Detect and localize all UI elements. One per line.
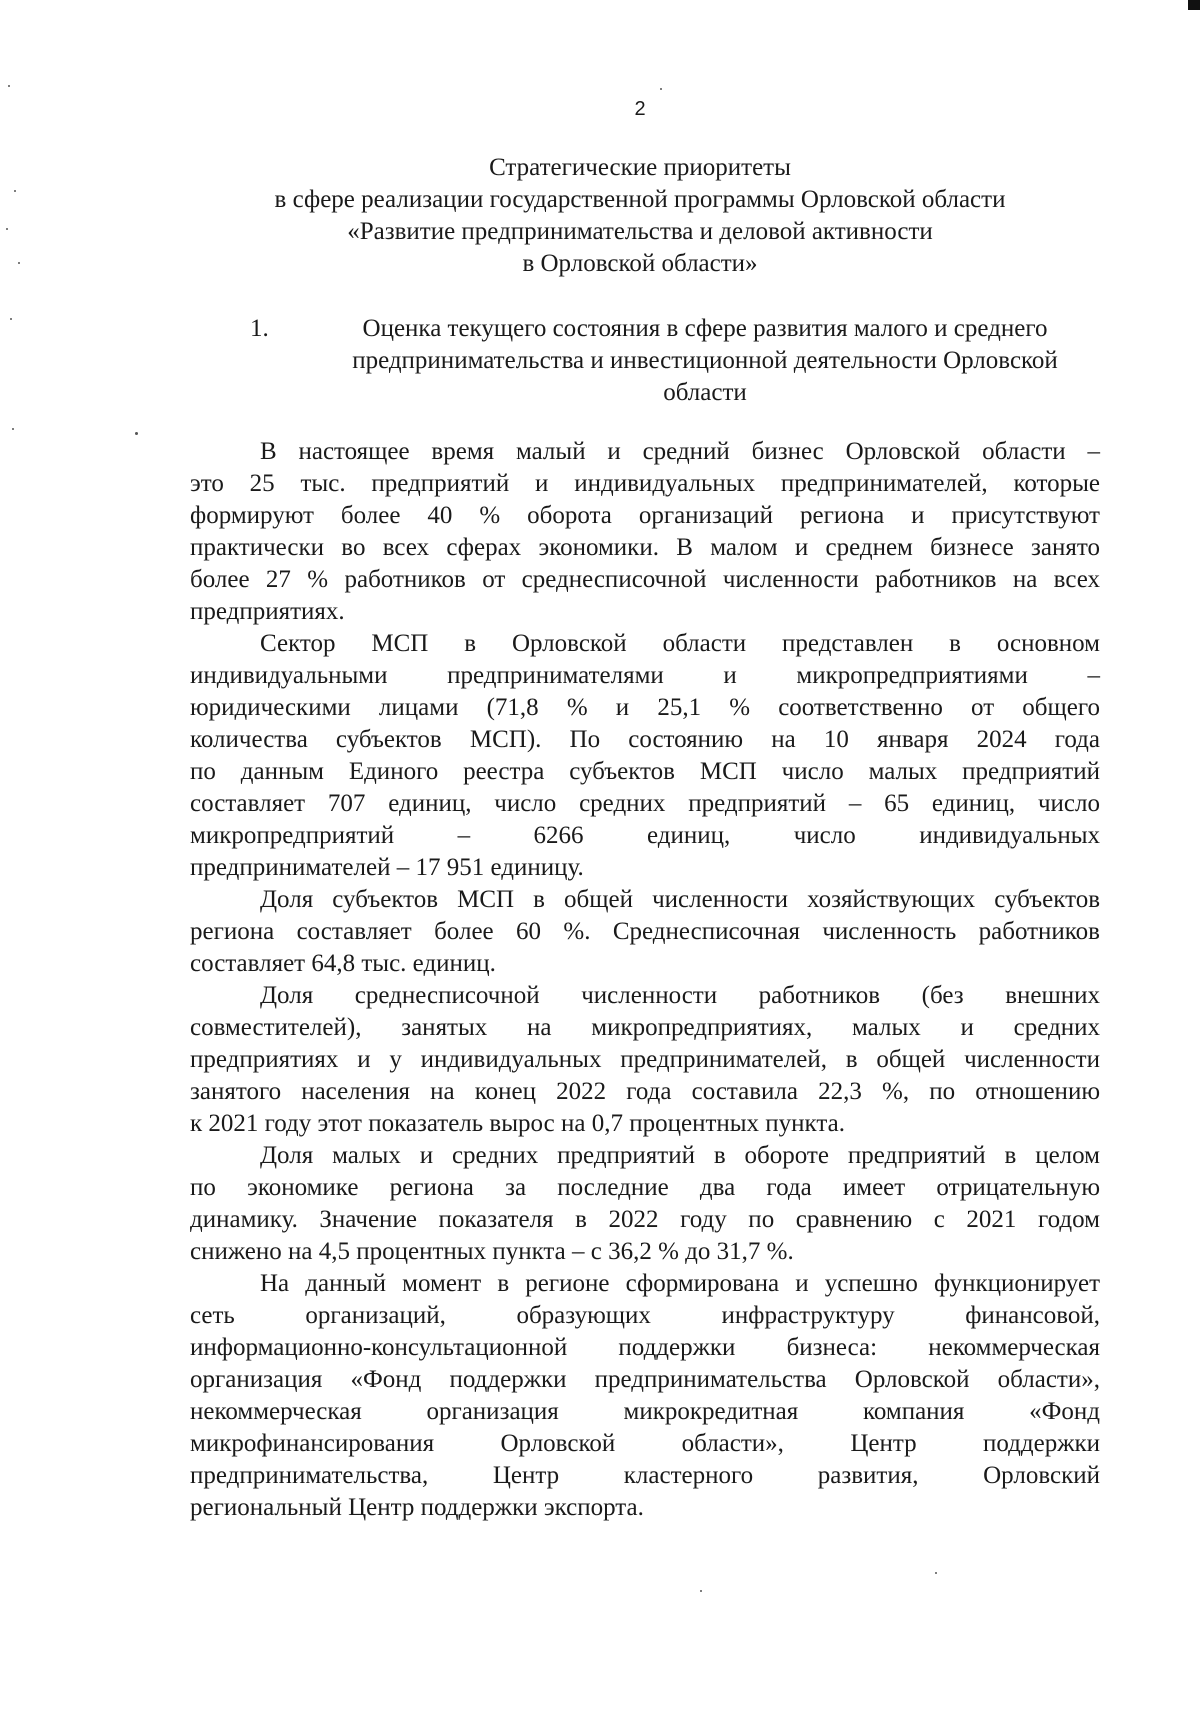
- paragraph-line: информационно-консультационной поддержки бизнеса: некоммерческая: [190, 1334, 1100, 1361]
- paragraph-line: Доля малых и средних предприятий в обороте предприятий в целом: [260, 1142, 1100, 1169]
- paragraph: [190, 980, 1100, 1140]
- scan-speck: [18, 262, 20, 264]
- scan-speck: [660, 88, 662, 90]
- paragraph-line: В настоящее время малый и средний бизнес Орловской области –: [260, 438, 1100, 465]
- scan-corner-mark: [1188, 0, 1200, 10]
- section-title-line: Оценка текущего состояния в сфере развития малого и среднего: [362, 315, 1048, 342]
- paragraph-line: юридическими лицами (71,8 % и 25,1 % соответственно от общего: [190, 694, 1100, 721]
- paragraph-line: микропредприятий – 6266 единиц, число индивидуальных: [190, 822, 1100, 849]
- paragraph: [190, 1268, 1100, 1524]
- paragraph-line: динамику. Значение показателя в 2022 году по сравнению с 2021 годом: [190, 1206, 1100, 1233]
- body-text: [190, 436, 1100, 1524]
- paragraph-line: составляет 707 единиц, число средних предприятий – 65 единиц, число: [190, 790, 1100, 817]
- paragraph-line: предприятиях и у индивидуальных предпринимателей, в общей численности: [190, 1046, 1100, 1073]
- paragraph-line: предприятиях.: [190, 598, 345, 625]
- scan-speck: [14, 190, 16, 192]
- paragraph-line: региона составляет более 60 %. Среднесписочная численность работников: [190, 918, 1100, 945]
- paragraph: [190, 884, 1100, 980]
- paragraph-line: сеть организаций, образующих инфраструктуру финансовой,: [190, 1302, 1100, 1329]
- paragraph-line: предпринимателей – 17 951 единицу.: [190, 854, 584, 881]
- paragraph-line: микрофинансирования Орловской области», Центр поддержки: [190, 1430, 1100, 1457]
- paragraph-line: совместителей), занятых на микропредприятиях, малых и средних: [190, 1014, 1100, 1041]
- scan-speck: [700, 1590, 702, 1592]
- paragraph-line: формируют более 40 % оборота организаций региона и присутствуют: [190, 502, 1100, 529]
- section-title-line: области: [663, 379, 747, 406]
- paragraph-line: к 2021 году этот показатель вырос на 0,7 процентных пункта.: [190, 1110, 845, 1137]
- paragraph-line: региональный Центр поддержки экспорта.: [190, 1494, 644, 1521]
- paragraph-line: Сектор МСП в Орловской области представлен в основном: [260, 630, 1100, 657]
- paragraph-line: более 27 % работников от среднесписочной численности работников на всех: [190, 566, 1100, 593]
- paragraph: [190, 436, 1100, 628]
- paragraph-line: организация «Фонд поддержки предпринимательства Орловской области»,: [190, 1366, 1100, 1393]
- scan-speck: [10, 318, 12, 320]
- scan-speck: [12, 428, 14, 430]
- paragraph-line: по данным Единого реестра субъектов МСП число малых предприятий: [190, 758, 1100, 785]
- paragraph-line: На данный момент в регионе сформирована и успешно функционирует: [260, 1270, 1100, 1297]
- section-title-line: предпринимательства и инвестиционной деятельности Орловской: [352, 347, 1058, 374]
- title-line: «Развитие предпринимательства и деловой активности: [347, 218, 933, 245]
- paragraph-line: Доля субъектов МСП в общей численности хозяйствующих субъектов: [260, 886, 1100, 913]
- title-line: Стратегические приоритеты: [489, 154, 791, 181]
- document-title: [190, 152, 1090, 280]
- paragraph-line: Доля среднесписочной численности работников (без внешних: [260, 982, 1100, 1009]
- scan-speck: [135, 432, 138, 435]
- page-number: 2: [634, 98, 646, 120]
- title-line: в Орловской области»: [522, 250, 758, 277]
- paragraph-line: практически во всех сферах экономики. В малом и среднем бизнесе занято: [190, 534, 1100, 561]
- paragraph: [190, 1140, 1100, 1268]
- paragraph-line: предпринимательства, Центр кластерного развития, Орловский: [190, 1462, 1100, 1489]
- paragraph-line: по экономике региона за последние два года имеет отрицательную: [190, 1174, 1100, 1201]
- paragraph-line: занятого населения на конец 2022 года составила 22,3 %, по отношению: [190, 1078, 1100, 1105]
- scan-speck: [8, 85, 10, 87]
- paragraph-line: индивидуальными предпринимателями и микропредприятиями –: [190, 662, 1100, 689]
- paragraph-line: некоммерческая организация микрокредитная компания «Фонд: [190, 1398, 1100, 1425]
- paragraph-line: составляет 64,8 тыс. единиц.: [190, 950, 496, 977]
- paragraph: [190, 628, 1100, 884]
- paragraph-line: количества субъектов МСП). По состоянию на 10 января 2024 года: [190, 726, 1100, 753]
- scan-speck: [6, 228, 8, 230]
- section-number: 1.: [250, 315, 269, 342]
- title-line: в сфере реализации государственной программы Орловской области: [274, 186, 1006, 213]
- paragraph-line: это 25 тыс. предприятий и индивидуальных предпринимателей, которые: [190, 470, 1100, 497]
- paragraph-line: снижено на 4,5 процентных пункта – с 36,2 % до 31,7 %.: [190, 1238, 794, 1265]
- section-title: [310, 313, 1100, 409]
- scan-speck: [935, 1572, 937, 1574]
